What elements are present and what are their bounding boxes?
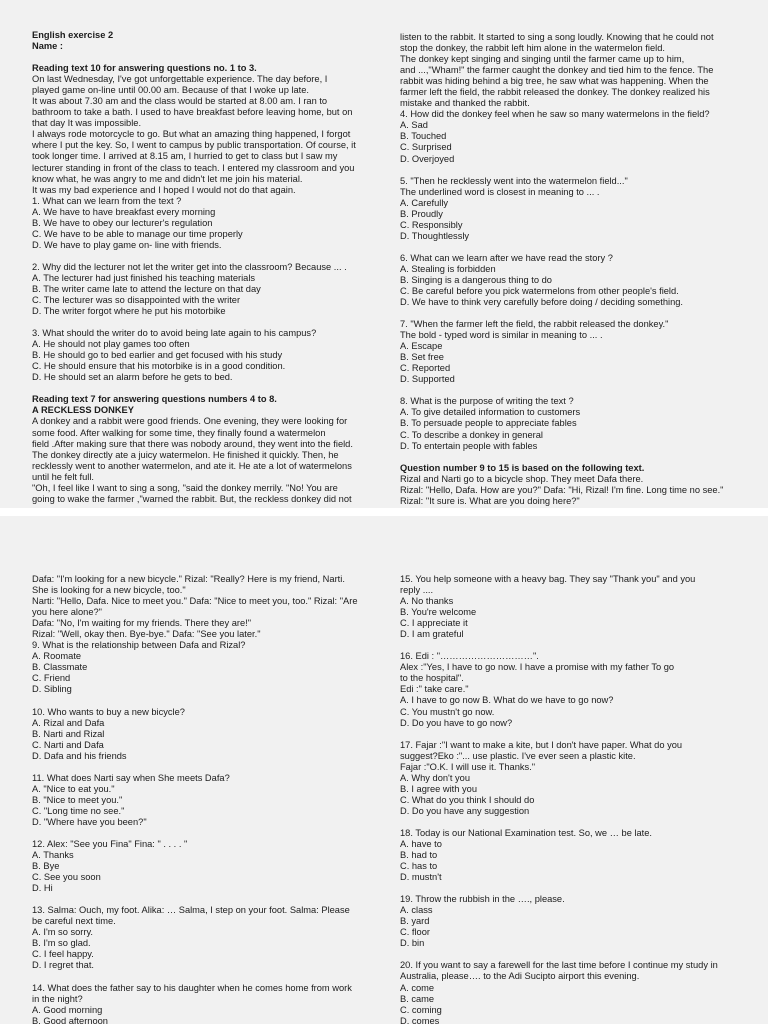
paragraph-gap: [32, 383, 372, 394]
text-line: C. Surprised: [400, 142, 452, 153]
text-line: D. We have to play game on- line with friends.: [32, 239, 222, 250]
text-line: C. I appreciate it: [400, 618, 468, 629]
paragraph-gap: [32, 894, 372, 905]
text-line: D. To entertain people with fables: [400, 440, 538, 451]
text-line: you here alone?": [32, 607, 102, 618]
text-line: B. yard: [400, 916, 430, 927]
text-line: D. bin: [400, 938, 425, 949]
text-line: The donkey kept singing and singing until the farmer came up to him,: [400, 54, 685, 65]
heading-line: Name :: [32, 41, 64, 52]
text-line: 14. What does the father say to his daughter when he comes home from work: [32, 982, 352, 993]
text-line: C. You mustn't go now.: [400, 706, 495, 717]
text-line: C. We have to be able to manage our time properly: [32, 228, 243, 239]
text-line: B. The writer came late to attend the lecture on that day: [32, 283, 261, 294]
text-line: 18. Today is our National Examination test. So, we … be late.: [400, 827, 653, 838]
text-line: B. I'm so glad.: [32, 938, 91, 949]
paragraph-gap: [400, 165, 736, 176]
paragraph-gap: [32, 696, 372, 707]
text-line: reply ....: [400, 585, 434, 596]
text-line: 10. Who wants to buy a new bicycle?: [32, 706, 185, 717]
text-line: D. We have to think very carefully before doing / deciding something.: [400, 297, 684, 308]
text-line: B. Narti and Rizal: [32, 728, 105, 739]
text-line: some food. After walking for some time, they finally found a watermelon: [32, 427, 326, 438]
text-line: It was my bad experience and I hoped I would not do that again.: [32, 184, 296, 195]
text-line: B. Bye: [32, 861, 60, 872]
text-line: bathroom to take a bath. I used to have breakfast before leaving home, but on: [32, 107, 353, 118]
text-line: I always rode motorcycle to go. But what an amazing thing happened, I forgot: [32, 129, 351, 140]
text-line: 8. What is the purpose of writing the text ?: [400, 396, 574, 407]
text-line: Dafa: "I'm looking for a new bicycle." Rizal: "Really? Here is my friend, Narti.: [32, 574, 345, 584]
text-line: A. Stealing is forbidden: [400, 263, 496, 274]
text-line: and ...,"Wham!" the farmer caught the donkey and tied him to the fence. The: [400, 65, 714, 76]
text-line: 9. What is the relationship between Dafa and Rizal?: [32, 640, 246, 651]
text-line: The underlined word is closest in meaning to ... .: [400, 186, 600, 197]
text-line: C. floor: [400, 927, 430, 938]
text-line: B. To persuade people to appreciate fables: [400, 418, 577, 429]
page-2-left-column: [32, 574, 372, 1024]
text-line: farmer left the field, the rabbit released the donkey. The donkey realized his: [400, 87, 710, 98]
text-line: D. Sibling: [32, 684, 72, 695]
text-line: A. No thanks: [400, 596, 454, 607]
text-line: A. Roomate: [32, 651, 82, 662]
text-line: A. I have to go now B. What do we have to go now?: [400, 695, 614, 706]
text-line: rabbit was hiding behind a big tree, he saw what was happening. When the: [400, 76, 709, 87]
text-line: D. Do you have to go now?: [400, 717, 513, 728]
paragraph-gap: [32, 251, 372, 262]
text-line: D. "Where have you been?": [32, 816, 147, 827]
text-line: D. comes: [400, 1015, 440, 1024]
text-line: A. I'm so sorry.: [32, 927, 94, 938]
text-line: B. Touched: [400, 131, 447, 142]
paragraph-gap: [32, 762, 372, 773]
text-line: C. coming: [400, 1004, 442, 1015]
text-line: Rizal: "It sure is. What are you doing here?": [400, 495, 580, 506]
text-line: A. The lecturer had just finished his teaching materials: [32, 272, 256, 283]
text-line: where I put the key. So, I went to campus by public transportation. Of course, it: [32, 140, 356, 151]
text-line: C. The lecturer was so disappointed with the writer: [32, 295, 241, 306]
text-line: C. Reported: [400, 363, 451, 374]
text-line: A. He should not play games too often: [32, 339, 190, 350]
text-line: 4. How did the donkey feel when he saw so many watermelons in the field?: [400, 109, 710, 120]
text-line: On last Wednesday, I've got unforgettable experience. The day before, I: [32, 74, 328, 85]
text-line: A. We have to have breakfast every morning: [32, 206, 216, 217]
text-line: 20. If you want to say a farewell for the last time before I continue my study in: [400, 960, 718, 971]
text-line: B. Singing is a dangerous thing to do: [400, 274, 552, 285]
text-line: C. Narti and Dafa: [32, 739, 104, 750]
text-line: D. Dafa and his friends: [32, 750, 127, 761]
text-line: B. You're welcome: [400, 607, 477, 618]
text-line: A donkey and a rabbit were good friends. One evening, they were looking for: [32, 416, 348, 427]
text-line: that day It was impossible.: [32, 118, 142, 129]
text-line: be careful next time.: [32, 916, 116, 927]
text-line: A. have to: [400, 838, 442, 849]
paragraph-gap: [400, 385, 736, 396]
text-line: C. See you soon: [32, 872, 101, 883]
text-line: A. To give detailed information to customers: [400, 407, 581, 418]
text-line: suggest?Eko :"... use plastic. I've ever seen a plastic kite.: [400, 750, 636, 761]
text-line: listen to the rabbit. It started to sing a song loudly. Knowing that he could not: [400, 32, 714, 42]
text-line: Rizal: "Hello, Dafa. How are you?" Dafa: "Hi, Rizal! I'm fine. Long time no see.": [400, 484, 724, 495]
text-line: B. came: [400, 993, 435, 1004]
text-line: She is looking for a new bicycle, too.": [32, 585, 186, 596]
paragraph-gap: [400, 883, 736, 894]
paragraph-gap: [400, 242, 736, 253]
text-line: C. To describe a donkey in general: [400, 429, 543, 440]
text-line: The donkey directly ate a juicy watermelon. He finished it quickly. Then, he: [32, 449, 339, 460]
text-line: A. Escape: [400, 341, 443, 352]
text-line: D. The writer forgot where he put his motorbike: [32, 306, 226, 317]
page-1-right-column: [400, 32, 736, 507]
text-line: C. He should ensure that his motorbike is in a good condition.: [32, 361, 286, 372]
text-line: B. He should go to bed earlier and get focused with his study: [32, 350, 283, 361]
heading-line: Reading text 7 for answering questions numbers 4 to 8.: [32, 394, 277, 405]
text-line: D. Thoughtlessly: [400, 230, 470, 241]
text-line: 15. You help someone with a heavy bag. They say "Thank you" and you: [400, 574, 696, 584]
text-line: The bold - typed word is similar in meaning to ... .: [400, 330, 603, 341]
text-line: A. Sad: [400, 120, 428, 131]
heading-line: A RECKLESS DONKEY: [32, 405, 134, 416]
text-line: recklessly went to another watermelon, and ate it. He ate a lot of watermelons: [32, 460, 352, 471]
text-line: took longer time. I arrived at 8.15 am, I hurried to get to class but I saw my: [32, 151, 338, 162]
text-line: Rizal and Narti go to a bicycle shop. They meet Dafa there.: [400, 473, 644, 484]
text-line: 2. Why did the lecturer not let the writer get into the classroom? Because ... .: [32, 261, 347, 272]
text-line: going to wake the farmer ,"warned the rabbit. But, the reckless donkey did not: [32, 493, 352, 504]
text-line: C. I feel happy.: [32, 949, 94, 960]
text-line: "Oh, I feel like I want to sing a song, "said the donkey merrily. "No! You are: [32, 482, 338, 493]
text-line: D. Overjoyed: [400, 153, 455, 164]
text-line: A. Good morning: [32, 1004, 103, 1015]
page-2-right-column: [400, 574, 736, 1024]
text-line: Fajar :"O.K. I will use it. Thanks.": [400, 761, 536, 772]
paragraph-gap: [400, 640, 736, 651]
text-line: 6. What can we learn after we have read the story ?: [400, 252, 613, 263]
text-line: Alex :"Yes, I have to go now. I have a promise with my father To go: [400, 662, 675, 673]
paragraph-gap: [400, 817, 736, 828]
page-1-left-column: [32, 30, 372, 505]
text-line: A. Carefully: [400, 197, 449, 208]
text-line: 12. Alex: "See you Fina" Fina: " . . . . ": [32, 838, 188, 849]
document-page-1: [0, 0, 768, 508]
text-line: Australia, please…. to the Adi Sucipto airport this evening.: [400, 971, 640, 982]
text-line: D. Hi: [32, 883, 53, 894]
text-line: 16. Edi : "…………………………".: [400, 651, 539, 662]
paragraph-gap: [400, 949, 736, 960]
text-line: B. We have to obey our lecturer's regulation: [32, 217, 213, 228]
text-line: 11. What does Narti say when She meets Dafa?: [32, 772, 230, 783]
paragraph-gap: [400, 308, 736, 319]
text-line: played game on-line until 00.00 am. Because of that I woke up late.: [32, 85, 310, 96]
text-line: until he felt full.: [32, 471, 95, 482]
text-line: B. Classmate: [32, 662, 88, 673]
text-line: C. Friend: [32, 673, 71, 684]
text-line: 3. What should the writer do to avoid being late again to his campus?: [32, 328, 317, 339]
heading-line: Question number 9 to 15 is based on the following text.: [400, 462, 645, 473]
text-line: It was about 7.30 am and the class would be started at 8.00 am. I ran to: [32, 96, 328, 107]
text-line: C. Responsibly: [400, 219, 463, 230]
text-line: A. class: [400, 905, 433, 916]
text-line: C. Be careful before you pick watermelons from other people's field.: [400, 285, 679, 296]
document-page-2: [0, 516, 768, 1024]
heading-line: English exercise 2: [32, 30, 114, 40]
paragraph-gap: [400, 729, 736, 740]
text-line: 17. Fajar :"I want to make a kite, but I don't have paper. What do you: [400, 739, 683, 750]
text-line: Narti: "Hello, Dafa. Nice to meet you." Dafa: "Nice to meet you, too." Rizal: "Are: [32, 596, 358, 607]
paragraph-gap: [32, 52, 372, 63]
text-line: D. Do you have any suggestion: [400, 805, 530, 816]
text-line: field .After making sure that there was nobody around, they went into the field.: [32, 438, 353, 449]
text-line: A. come: [400, 982, 435, 993]
text-line: D. He should set an alarm before he gets to bed.: [32, 372, 233, 383]
text-line: A. Why don't you: [400, 772, 470, 783]
text-line: 5. "Then he recklessly went into the watermelon field...": [400, 175, 628, 186]
heading-line: Reading text 10 for answering questions no. 1 to 3.: [32, 63, 257, 74]
text-line: D. Supported: [400, 374, 455, 385]
text-line: B. Proudly: [400, 208, 443, 219]
text-line: C. "Long time no see.": [32, 805, 125, 816]
text-line: B. "Nice to meet you.": [32, 794, 123, 805]
text-line: Edi :" take care.": [400, 684, 469, 695]
text-line: B. had to: [400, 850, 438, 861]
text-line: in the night?: [32, 993, 83, 1004]
text-line: stop the donkey, the rabbit left him alone in the watermelon field.: [400, 43, 665, 54]
text-line: to the hospital".: [400, 673, 464, 684]
text-line: D. I am grateful: [400, 629, 464, 640]
text-line: B. I agree with you: [400, 783, 477, 794]
paragraph-gap: [32, 317, 372, 328]
paragraph-gap: [32, 828, 372, 839]
text-line: D. I regret that.: [32, 960, 95, 971]
text-line: B. Good afternoon: [32, 1015, 108, 1024]
text-line: A. "Nice to eat you.": [32, 783, 115, 794]
text-line: lecturer standing in front of the class to teach. I entered my classroom and you: [32, 162, 355, 173]
text-line: 7. "When the farmer left the field, the rabbit released the donkey.": [400, 319, 669, 330]
paragraph-gap: [400, 452, 736, 463]
paragraph-gap: [32, 972, 372, 983]
text-line: know what, he was angry to me and didn't let me join his material.: [32, 173, 303, 184]
text-line: 13. Salma: Ouch, my foot. Alika: … Salma, I step on your foot. Salma: Please: [32, 905, 350, 916]
text-line: mistake and thanked the rabbit.: [400, 98, 530, 109]
text-line: B. Set free: [400, 352, 444, 363]
text-line: 1. What can we learn from the text ?: [32, 195, 182, 206]
text-line: A. Thanks: [32, 850, 74, 861]
text-line: Dafa: "No, I'm waiting for my friends. There they are!": [32, 618, 252, 629]
text-line: C. What do you think I should do: [400, 794, 535, 805]
text-line: Rizal: "Well, okay then. Bye-bye." Dafa: "See you later.": [32, 629, 261, 640]
text-line: D. mustn't: [400, 872, 442, 883]
text-line: A. Rizal and Dafa: [32, 717, 105, 728]
text-line: 19. Throw the rubbish in the …., please.: [400, 894, 565, 905]
text-line: C. has to: [400, 861, 438, 872]
